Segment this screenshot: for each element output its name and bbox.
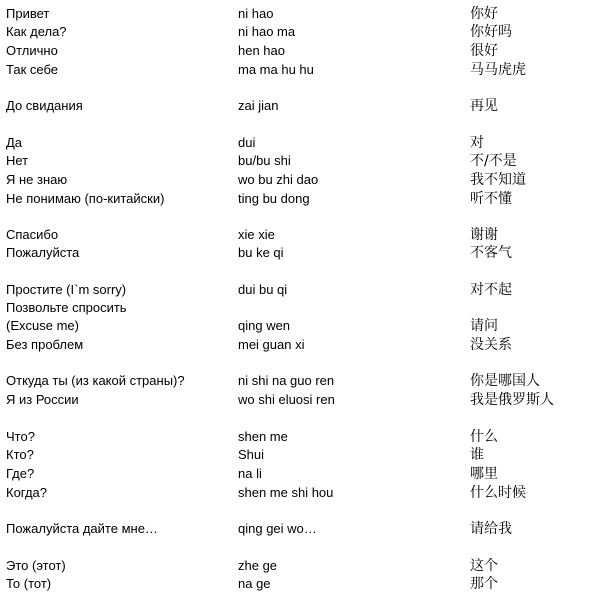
pinyin-transcription: ni shi na guo ren: [238, 373, 335, 388]
phrase-row: [0, 520, 604, 538]
russian-phrase: Простите (I`m sorry): [6, 282, 127, 297]
phrase-row: [0, 446, 604, 464]
phrase-row: [0, 97, 604, 115]
russian-phrase: (Excuse me): [6, 318, 79, 333]
russian-phrase: Откуда ты (из какой страны)?: [6, 373, 185, 388]
phrase-row: [0, 171, 604, 189]
phrase-row: [0, 428, 604, 446]
pinyin-transcription: bu ke qi: [238, 245, 284, 260]
phrase-row: [0, 465, 604, 483]
chinese-characters: 请给我: [470, 521, 512, 537]
phrase-row: [0, 244, 604, 262]
pinyin-transcription: ma ma hu hu: [238, 62, 314, 77]
russian-phrase: Позвольте спросить: [6, 300, 127, 315]
pinyin-transcription: zai jian: [238, 98, 279, 113]
russian-phrase: Как дела?: [6, 24, 67, 39]
chinese-characters: 哪里: [470, 466, 498, 482]
russian-phrase: Что?: [6, 429, 35, 444]
chinese-characters: 请问: [470, 318, 498, 334]
chinese-characters: 听不懂: [470, 191, 512, 207]
pinyin-transcription: shen me: [238, 429, 288, 444]
pinyin-transcription: qing wen: [238, 318, 291, 333]
chinese-characters: 不客气: [470, 245, 512, 261]
pinyin-transcription: ni hao: [238, 6, 274, 21]
chinese-characters: 谢谢: [470, 227, 498, 243]
chinese-characters: 没关系: [470, 337, 512, 353]
phrase-row: [0, 134, 604, 152]
russian-phrase: Так себе: [6, 62, 58, 77]
russian-phrase: Спасибо: [6, 227, 59, 242]
phrase-row: [0, 484, 604, 502]
russian-phrase: Пожалуйста: [6, 245, 80, 260]
chinese-characters: 你是哪国人: [470, 373, 540, 389]
chinese-characters: 你好: [470, 6, 498, 22]
chinese-characters: 不/不是: [470, 153, 517, 169]
phrase-row: [0, 557, 604, 575]
russian-phrase: То (тот): [6, 576, 52, 591]
pinyin-transcription: wo bu zhi dao: [238, 172, 319, 187]
chinese-characters: 我不知道: [470, 172, 526, 188]
russian-phrase: Когда?: [6, 485, 48, 500]
russian-phrase: Я из России: [6, 392, 79, 407]
phrase-row: [0, 226, 604, 244]
pinyin-transcription: Shui: [238, 447, 265, 462]
phrase-row: [0, 61, 604, 79]
russian-phrase: Где?: [6, 466, 35, 481]
pinyin-transcription: dui: [238, 135, 256, 150]
chinese-characters: 很好: [470, 43, 498, 59]
pinyin-transcription: dui bu qi: [238, 282, 288, 297]
pinyin-transcription: shen me shi hou: [238, 485, 334, 500]
chinese-characters: 这个: [470, 558, 498, 574]
russian-phrase: Нет: [6, 153, 29, 168]
phrase-row: [0, 336, 604, 354]
pinyin-transcription: bu/bu shi: [238, 153, 291, 168]
russian-phrase: Отлично: [6, 43, 58, 58]
chinese-characters: 对不起: [470, 282, 512, 298]
pinyin-transcription: wo shi eluosi ren: [238, 392, 335, 407]
chinese-characters: 什么: [470, 429, 498, 445]
chinese-characters: 再见: [470, 98, 498, 114]
pinyin-transcription: mei guan xi: [238, 337, 305, 352]
pinyin-transcription: ni hao ma: [238, 24, 296, 39]
phrase-row: [0, 23, 604, 41]
pinyin-transcription: qing gei wo…: [238, 521, 317, 536]
chinese-characters: 那个: [470, 576, 498, 592]
russian-phrase: Это (этот): [6, 558, 66, 573]
phrase-row: [0, 281, 604, 299]
russian-phrase: Привет: [6, 6, 50, 21]
russian-phrase: Кто?: [6, 447, 34, 462]
russian-phrase: Я не знаю: [6, 172, 68, 187]
pinyin-transcription: zhe ge: [238, 558, 278, 573]
pinyin-transcription: hen hao: [238, 43, 285, 58]
russian-phrase: Не понимаю (по-китайски): [6, 191, 165, 206]
phrase-row: [0, 42, 604, 60]
pinyin-transcription: na ge: [238, 576, 271, 591]
chinese-characters: 马马虎虎: [470, 62, 526, 78]
phrase-row: [0, 391, 604, 409]
pinyin-transcription: xie xie: [238, 227, 275, 242]
phrase-row: [0, 152, 604, 170]
pinyin-transcription: na li: [238, 466, 262, 481]
chinese-characters: 对: [470, 135, 484, 151]
phrase-row: [0, 299, 604, 317]
phrase-row: [0, 317, 604, 335]
phrase-row: [0, 5, 604, 23]
chinese-characters: 什么时候: [470, 485, 526, 501]
chinese-characters: 你好吗: [470, 24, 512, 40]
russian-phrase: Пожалуйста дайте мне…: [6, 521, 158, 536]
russian-phrase: До свидания: [6, 98, 83, 113]
russian-phrase: Да: [6, 135, 23, 150]
phrase-row: [0, 190, 604, 208]
russian-phrase: Без проблем: [6, 337, 84, 352]
phrase-row: [0, 372, 604, 390]
chinese-characters: 谁: [470, 447, 484, 463]
chinese-characters: 我是俄罗斯人: [470, 392, 554, 408]
phrase-row: [0, 575, 604, 593]
pinyin-transcription: ting bu dong: [238, 191, 310, 206]
